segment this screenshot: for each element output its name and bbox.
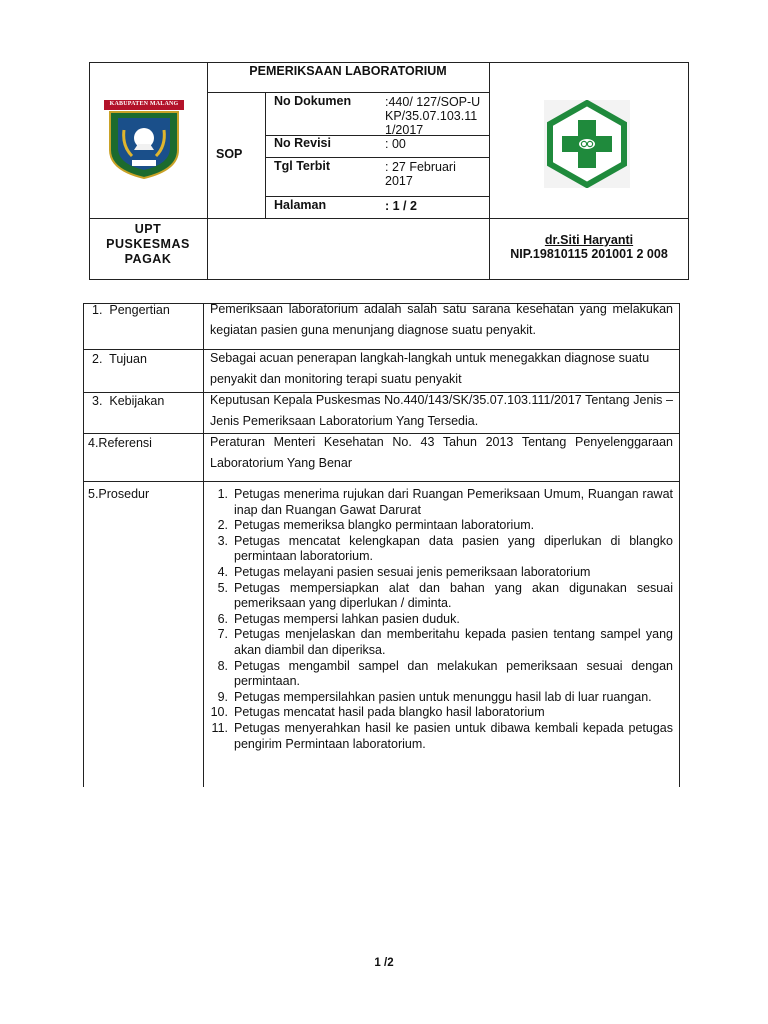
step-number: 8. xyxy=(217,658,228,673)
procedure-step xyxy=(206,487,673,518)
step-number: 3. xyxy=(217,533,228,548)
step-number: 7. xyxy=(217,627,228,642)
procedure-step xyxy=(206,612,673,628)
divider xyxy=(83,303,84,787)
signer-name: dr.Siti Haryanti xyxy=(544,233,634,247)
field-value-halaman: : 1 / 2 xyxy=(385,199,417,213)
divider xyxy=(207,92,489,93)
procedure-step xyxy=(206,565,673,581)
step-text: Petugas memeriksa blangko permintaan laboratorium. xyxy=(234,518,535,533)
step-number: 10. xyxy=(210,705,228,720)
field-value-no-revisi: : 00 xyxy=(385,137,406,151)
step-text: Petugas mencatat kelengkapan data pasien yang diperlukan di blangko permintaan laboratorium. xyxy=(234,533,673,564)
row-text-referensi: Peraturan Menteri Kesehatan No. 43 Tahun 2013 Tentang Penyelenggaraan Laboratorium Yang Benar xyxy=(210,435,673,470)
step-number: 2. xyxy=(217,518,228,533)
step-text: Petugas mencatat hasil pada blangko hasil laboratorium xyxy=(234,705,545,720)
step-number: 1. xyxy=(217,487,228,501)
step-number: 11. xyxy=(211,720,228,735)
field-label-halaman: Halaman xyxy=(274,198,327,212)
divider xyxy=(89,218,689,219)
shield-emblem-icon xyxy=(104,100,184,180)
step-text: Petugas mempersi lahkan pasien duduk. xyxy=(234,611,460,626)
page-number: 1 /2 xyxy=(374,957,394,969)
health-cross-icon xyxy=(544,100,630,188)
step-number: 6. xyxy=(217,611,228,626)
divider xyxy=(265,196,489,197)
step-text: Petugas melayani pasien sesuai jenis pemeriksaan laboratorium xyxy=(234,564,591,579)
field-label-tgl-terbit: Tgl Terbit xyxy=(274,159,331,173)
row-text-tujuan: Sebagai acuan penerapan langkah-langkah untuk menegakkan diagnose suatu penyakit dan monitoring terapi suatu penyakit xyxy=(210,351,650,386)
divider xyxy=(83,481,680,482)
row-label-referensi: 4.Referensi xyxy=(88,436,152,450)
procedure-step xyxy=(206,534,673,565)
kabupaten-logo xyxy=(104,100,184,180)
procedure-step xyxy=(206,627,673,658)
sop-label: SOP xyxy=(216,147,243,161)
procedure-list xyxy=(206,487,673,752)
field-label-no-revisi: No Revisi xyxy=(274,136,331,150)
row-label-tujuan: 2. Tujuan xyxy=(92,352,147,366)
unit-name xyxy=(89,222,207,267)
row-label-kebijakan: 3. Kebijakan xyxy=(92,394,165,408)
divider xyxy=(203,303,204,787)
procedure-step xyxy=(206,518,673,534)
step-text: Petugas menyerahkan hasil ke pasien untuk dibawa kembali kepada petugas pengirim Permintaan laboratorium. xyxy=(234,720,673,751)
row-text-kebijakan: Keputusan Kepala Puskesmas No.440/143/SK/35.07.103.111/2017 Tentang Jenis –Jenis Pemeriksaan Laboratorium Yang Tersedia. xyxy=(210,393,673,428)
divider xyxy=(265,157,489,158)
unit-line: PAGAK xyxy=(124,252,172,266)
step-number: 5. xyxy=(217,580,228,595)
procedure-step xyxy=(206,705,673,721)
unit-line: UPT xyxy=(134,222,162,236)
page-title: PEMERIKSAAN LABORATORIUM xyxy=(249,64,447,78)
procedure-step xyxy=(206,721,673,752)
procedure-step xyxy=(206,659,673,690)
field-label-no-dokumen: No Dokumen xyxy=(274,94,352,108)
row-label-pengertian: 1. Pengertian xyxy=(92,303,170,317)
divider xyxy=(207,62,208,280)
row-label-prosedur: 5.Prosedur xyxy=(88,487,150,501)
unit-line: PUSKESMAS xyxy=(106,237,190,251)
step-number: 4. xyxy=(217,564,228,579)
step-text: Petugas mempersilahkan pasien untuk menunggu hasil lab di luar ruangan. xyxy=(234,689,652,704)
field-value-no-dokumen: :440/ 127/SOP-UKP/35.07.103.111/2017 xyxy=(385,95,481,137)
step-text: Petugas menerima rujukan dari Ruangan Pemeriksaan Umum, Ruangan rawat inap dan Ruangan Gawat Darurat xyxy=(234,487,673,517)
step-text: Petugas menjelaskan dan memberitahu kepada pasien tentang sampel yang akan diambil dan diperiksa. xyxy=(234,627,673,657)
procedure-step xyxy=(206,581,673,612)
puskesmas-logo xyxy=(544,100,630,188)
step-text: Petugas mengambil sampel dan melakukan pemeriksaan sesuai dengan permintaan. xyxy=(234,658,673,689)
procedure-step xyxy=(206,690,673,706)
logo-caption: KABUPATEN MALANG xyxy=(109,101,179,107)
field-value-tgl-terbit: : 27 Februari 2017 xyxy=(385,160,456,188)
step-number: 9. xyxy=(217,689,228,704)
divider xyxy=(679,303,680,787)
signer-nip: NIP.19810115 201001 2 008 xyxy=(510,247,668,261)
step-text: Petugas mempersiapkan alat dan bahan yang akan digunakan sesuai pemeriksaan yang diperlukan / diminta. xyxy=(234,580,673,611)
row-text-pengertian: Pemeriksaan laboratorium adalah salah satu sarana kesehatan yang melakukan kegiatan pasien guna menunjang diagnose suatu penyakit. xyxy=(210,302,673,337)
divider xyxy=(265,92,266,218)
